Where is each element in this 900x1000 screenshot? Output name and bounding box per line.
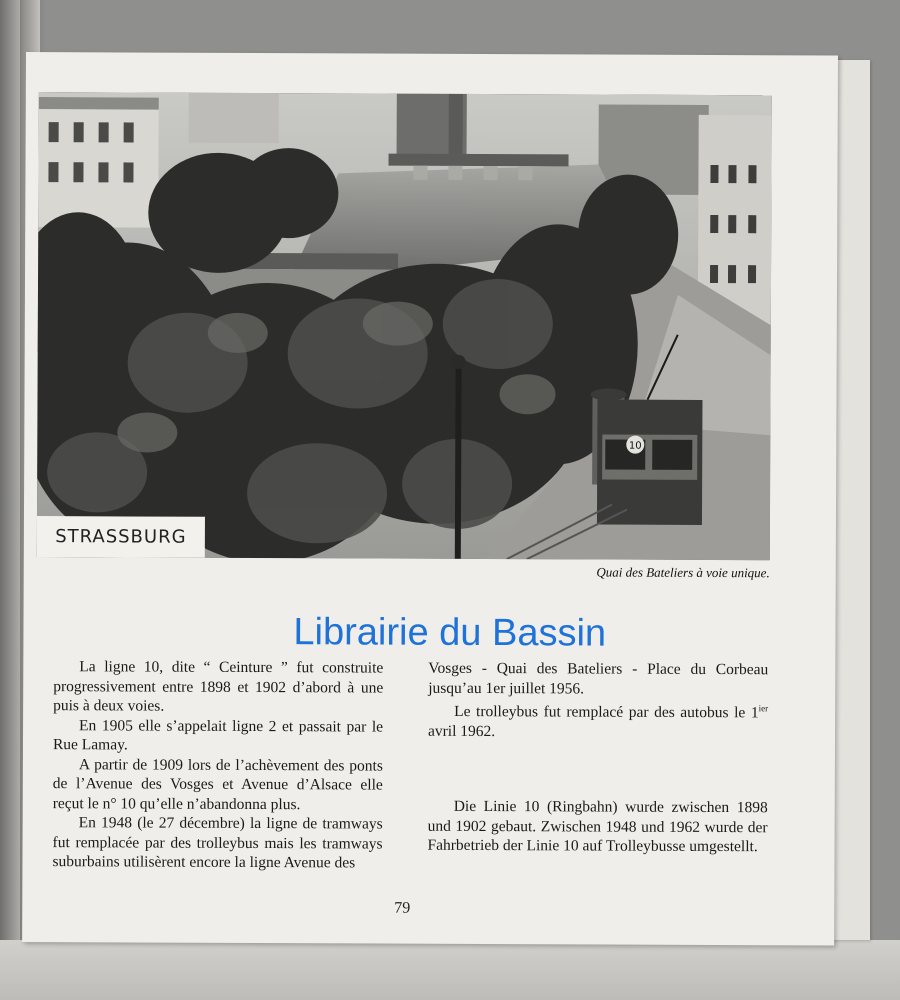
historic-photo [37, 92, 772, 560]
watermark: Librairie du Bassin [293, 611, 607, 655]
book-page [22, 52, 838, 946]
paragraph: Le trolleybus fut remplacé par des autobus le $1^{ier}$ avril 1962. [428, 703, 769, 740]
french-text-right [428, 659, 768, 743]
french-text-left [52, 657, 383, 873]
paragraph: En 1905 elle s’appelait ligne 2 et passait par le Rue Lamay. [52, 716, 384, 754]
paragraph: Die Linie 10 (Ringbahn) wurde zwischen 1898 und 1902 gebaut. Zwischen 1948 und 1962 wurde der Fahrbetrieb der Linie 10 auf Trolleybusse umgestellt. [427, 797, 768, 856]
page-number: 79 [394, 899, 411, 917]
paragraph: En 1948 (le 27 décembre) la ligne de tramways fut remplacée par des trolleybus mais les tramways suburbains utilisèrent encore la ligne Avenue des [52, 814, 383, 872]
german-summary [427, 797, 767, 857]
photo-caption: Quai des Bateliers à voie unique. [596, 564, 770, 581]
table-surface [0, 940, 900, 1000]
tram-number: 10 [628, 440, 642, 452]
paragraph: Vosges - Quai des Bateliers - Place du Corbeau jusqu’au 1er juillet 1956. [428, 659, 769, 697]
paragraph: La ligne 10, dite “ Ceinture ” fut construite progressivement entre 1898 et 1902 d’abord à une puis à deux voies. [53, 658, 384, 715]
photo-location-label: STRASSBURG [37, 516, 205, 558]
paragraph: A partir de 1909 lors de l’achèvement des ponts de l’Avenue des Vosges et Avenue d’Alsace elle reçut le n° 10 qu’elle n’abandonna plus. [52, 755, 383, 813]
lamp-post [455, 364, 462, 559]
street-scene-illustration [37, 92, 772, 560]
